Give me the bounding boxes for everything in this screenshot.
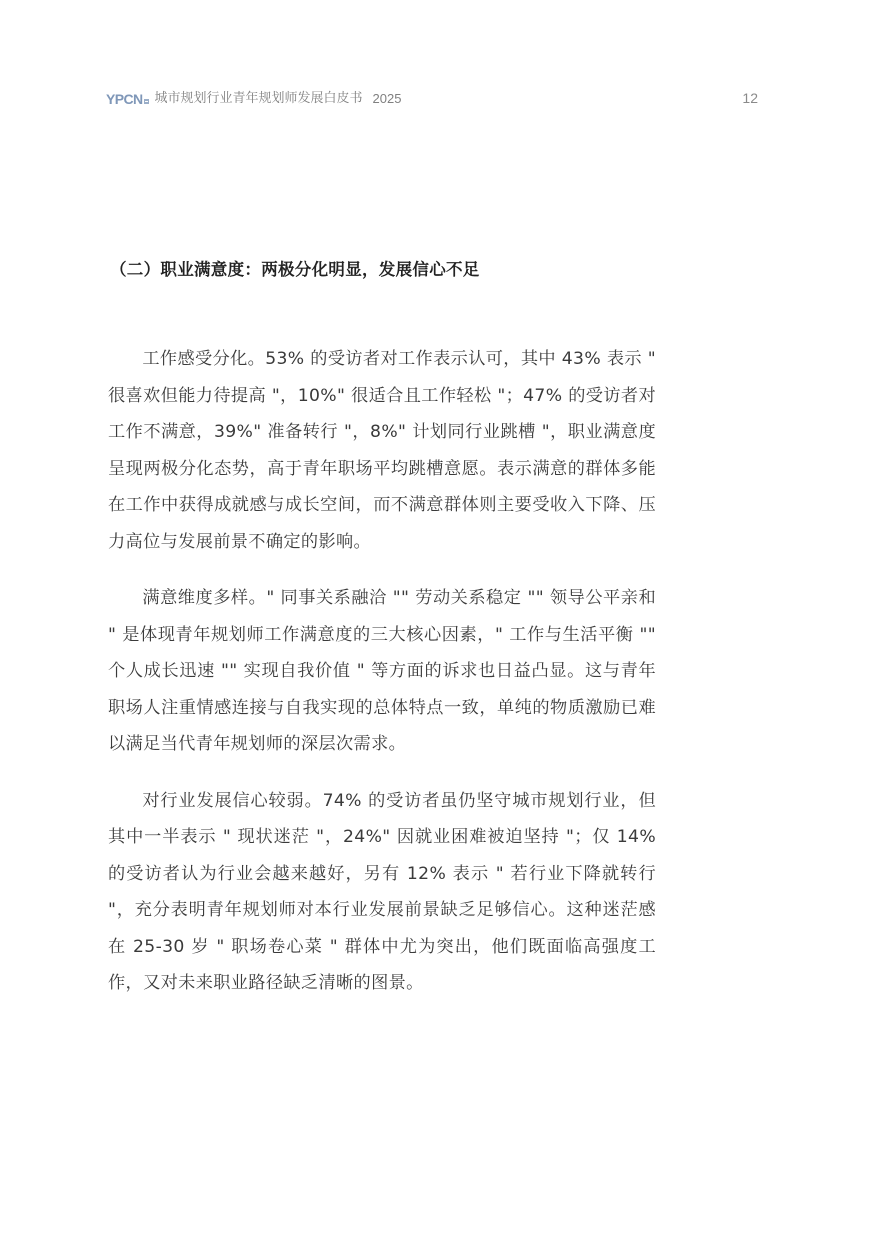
page-number: 12 bbox=[742, 90, 758, 106]
document-year: 2025 bbox=[372, 91, 402, 106]
body-text bbox=[108, 341, 656, 1022]
ypcn-logo bbox=[106, 91, 149, 107]
page-header bbox=[106, 89, 758, 109]
paragraph-industry-confidence: 对行业发展信心较弱。74% 的受访者虽仍坚守城市规划行业，但其中一半表示 " 现状迷茫 "，24%" 因就业困难被迫坚持 "；仅 14% 的受访者认为行业会越来越好，另有 12% 表示 " 若行业下降就转行 "，充分表明青年规划师对本行业发展前景缺乏足够信心。这种迷茫感在 25-30 岁 " 职场卷心菜 " 群体中尤为突出，他们既面临高强度工作，又对未来职业路径缺乏清晰的图景。 bbox=[108, 790, 656, 993]
section-heading: （二）职业满意度：两极分化明显，发展信心不足 bbox=[110, 260, 480, 279]
logo-mark-icon bbox=[144, 99, 149, 104]
paragraph-satisfaction-dimensions: 满意维度多样。" 同事关系融洽 "" 劳动关系稳定 "" 领导公平亲和 " 是体现青年规划师工作满意度的三大核心因素，" 工作与生活平衡 "" 个人成长迅速 "" 实现自我价值 " 等方面的诉求也日益凸显。这与青年职场人注重情感连接与自我实现的总体特点一致，单纯的物质激励已难以满足当代青年规划师的深层次需求。 bbox=[108, 588, 656, 754]
paragraph-work-feelings: 工作感受分化。53% 的受访者对工作表示认可，其中 43% 表示 " 很喜欢但能力待提高 "，10%" 很适合且工作轻松 "；47% 的受访者对工作不满意，39%" 准备转行 "，8%" 计划同行业跳槽 "，职业满意度呈现两极分化态势，高于青年职场平均跳槽意愿。表示满意的群体多能在工作中获得成就感与成长空间，而不满意群体则主要受收入下降、压力高位与发展前景不确定的影响。 bbox=[108, 349, 656, 552]
logo-text: YPCN bbox=[106, 91, 143, 107]
document-title: 城市规划行业青年规划师发展白皮书 bbox=[154, 91, 363, 106]
